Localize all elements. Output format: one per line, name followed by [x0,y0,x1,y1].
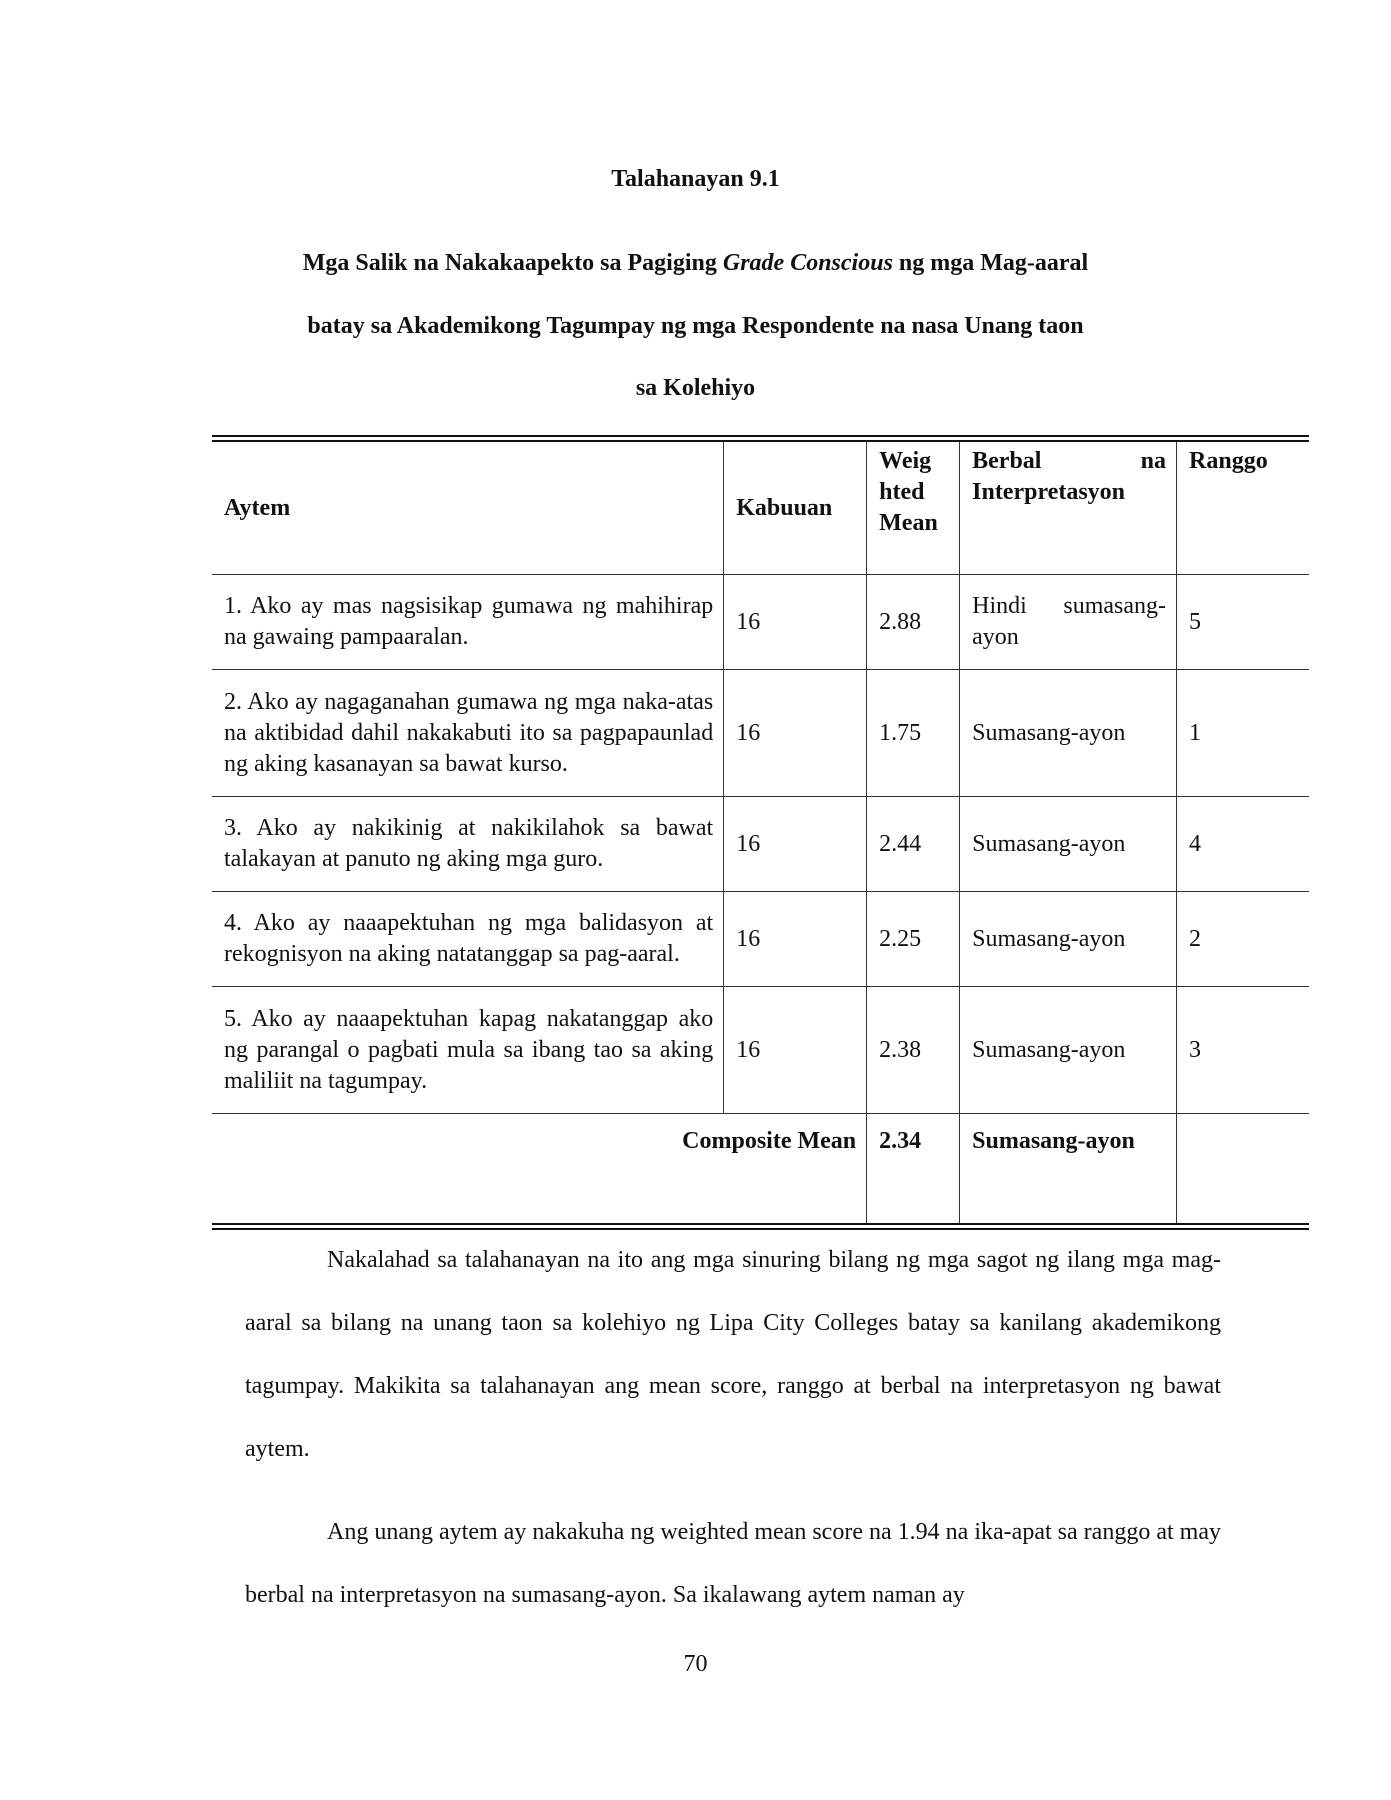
row-item: 4. Ako ay naaapektuhan ng mga balidasyon at rekognisyon na aking natatanggap sa pag-aaral. [212,892,724,987]
table-caption-line-1 [0,250,1391,277]
composite-row [212,1114,1309,1227]
row-mean: 2.44 [867,797,960,892]
row-rank: 3 [1177,987,1309,1114]
row-verbal: Sumasang-ayon [960,670,1177,797]
header-item: Aytem [212,439,724,575]
row-total: 16 [724,670,867,797]
header-total: Kabuuan [724,439,867,575]
row-item: 1. Ako ay mas nagsisikap gumawa ng mahihirap na gawaing pampaaralan. [212,575,724,670]
row-item: 3. Ako ay nakikinig at nakikilahok sa bawat talakayan at panuto ng aking mga guro. [212,797,724,892]
results-table [212,435,1309,1230]
caption-prefix: Mga Salik na Nakakaapekto sa Pagiging [302,250,723,276]
table-row [212,797,1309,892]
row-mean: 2.25 [867,892,960,987]
composite-label: Composite Mean [682,1128,857,1154]
table-row [212,670,1309,797]
table-row [212,892,1309,987]
row-rank: 1 [1177,670,1309,797]
row-item: 2. Ako ay nagaganahan gumawa ng mga naka-atas na aktibidad dahil nakakabuti ito sa pagpapaunlad ng aking kasanayan sa bawat kurso. [212,670,724,797]
header-mean-line-1: Weig [879,448,932,474]
caption-italic-term: Grade Conscious [722,250,893,276]
header-rank: Ranggo [1177,439,1309,575]
table-caption-line-2: batay sa Akademikong Tagumpay ng mga Respondente na nasa Unang taon [307,313,1084,339]
header-verbal-interpretation [960,439,1177,575]
table-header-row [212,439,1309,575]
header-mean-line-3: Mean [879,510,938,536]
row-total: 16 [724,987,867,1114]
header-verbal-line-2: Interpretasyon [972,479,1126,505]
table-caption-line-3: sa Kolehiyo [635,375,756,401]
table-row [212,575,1309,670]
body-paragraph-1: Nakalahad sa talahanayan na ito ang mga sinuring bilang ng mga sagot ng ilang mga mag-aaral sa bilang na unang taon sa kolehiyo ng Lipa City Colleges batay sa kanilang akademikong tagumpay. Makikita sa talahanayan ang mean score, ranggo at berbal na interpretasyon ng bawat aytem. [245,1247,1221,1462]
table-number: Talahanayan 9.1 [611,166,780,192]
row-verbal: Sumasang-ayon [960,987,1177,1114]
composite-rank-empty [1177,1114,1309,1227]
composite-mean: 2.34 [867,1114,960,1227]
row-verbal: Sumasang-ayon [960,797,1177,892]
header-verbal-line-1 [972,446,1166,477]
page-number: 70 [683,1651,708,1677]
row-mean: 1.75 [867,670,960,797]
row-verbal: Sumasang-ayon [960,892,1177,987]
composite-verbal: Sumasang-ayon [960,1114,1177,1227]
header-mean-line-2: hted [879,479,925,505]
row-verbal: Hindi sumasang-ayon [960,575,1177,670]
row-total: 16 [724,575,867,670]
row-mean: 2.88 [867,575,960,670]
row-rank: 2 [1177,892,1309,987]
body-paragraph-2: Ang unang aytem ay nakakuha ng weighted mean score na 1.94 na ika-apat sa ranggo at may berbal na interpretasyon na sumasang-ayon. Sa ikalawang aytem naman ay [245,1519,1221,1608]
header-weighted-mean [867,439,960,575]
table-row [212,987,1309,1114]
row-mean: 2.38 [867,987,960,1114]
row-total: 16 [724,797,867,892]
row-item: 5. Ako ay naaapektuhan kapag nakatanggap ako ng parangal o pagbati mula sa ibang tao sa aking maliliit na tagumpay. [212,987,724,1114]
row-rank: 5 [1177,575,1309,670]
row-total: 16 [724,892,867,987]
header-verbal-word-1: Berbal [972,448,1042,474]
header-verbal-word-2: na [1140,448,1167,474]
caption-suffix: ng mga Mag-aaral [892,250,1089,276]
row-rank: 4 [1177,797,1309,892]
